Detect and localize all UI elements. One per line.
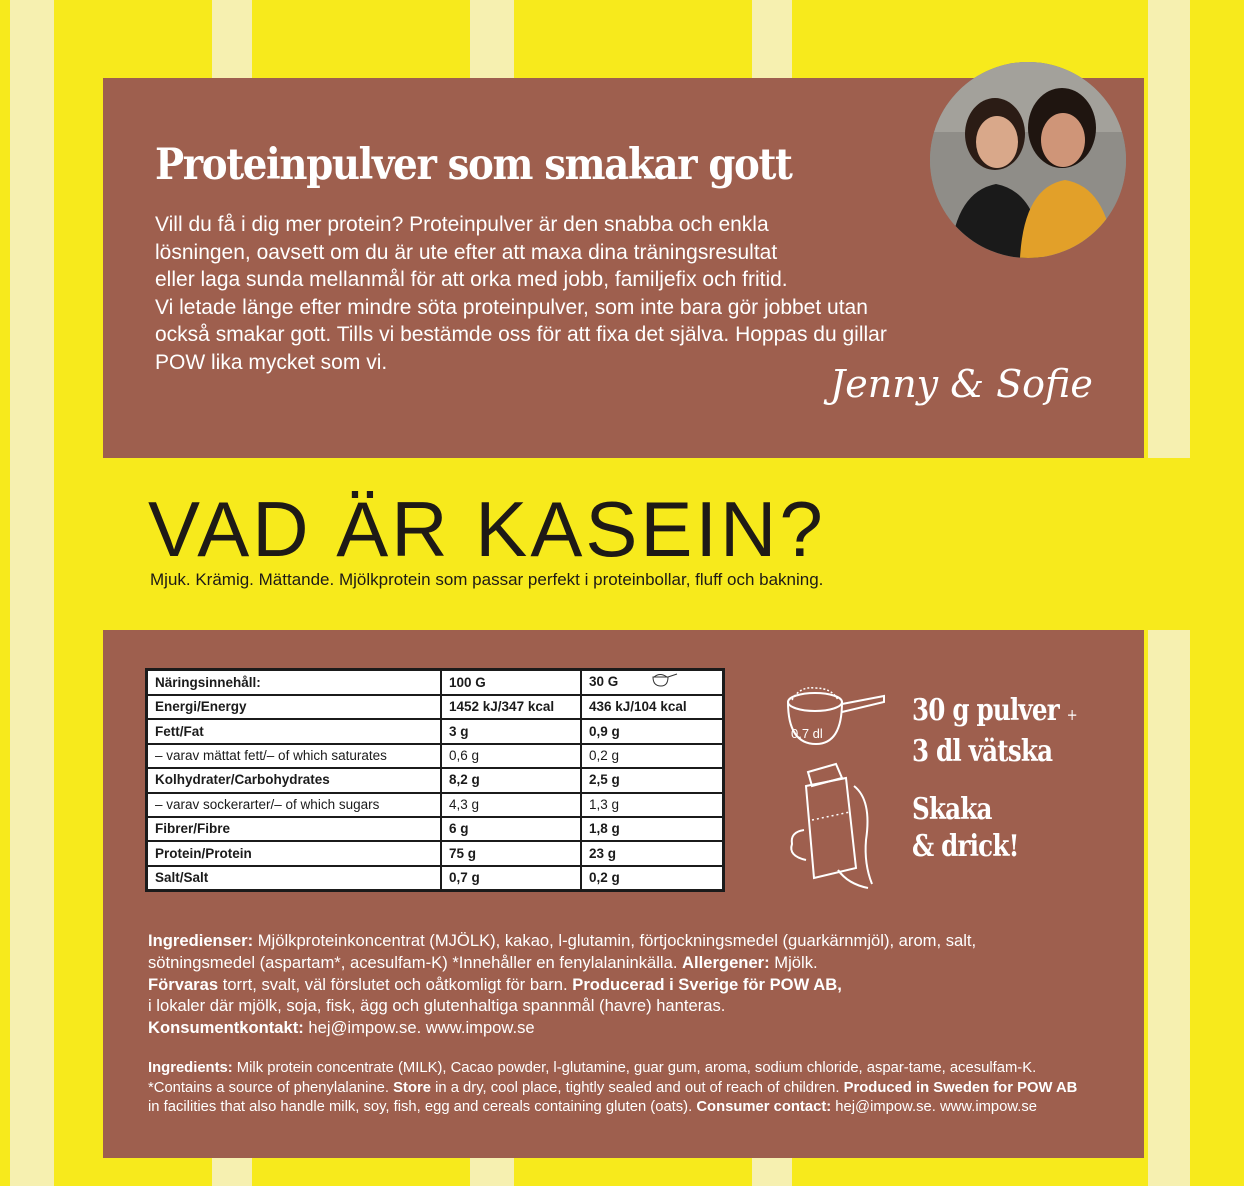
shake-instruction	[912, 791, 1019, 865]
nutrient-label: – varav mättat fett/– of which saturates	[147, 744, 442, 768]
intro-title: Proteinpulver som smakar gott	[155, 140, 792, 190]
table-row	[147, 841, 724, 865]
ingr-text: hej@impow.se. www.impow.se	[303, 1018, 535, 1038]
nutrient-value-100g: 1452 kJ/347 kcal	[441, 695, 581, 719]
nutrient-label: – varav sockerarter/– of which sugars	[147, 793, 442, 817]
ingr-text: Mjölk.	[769, 952, 818, 972]
nutrient-value-30g: 436 kJ/104 kcal	[581, 695, 724, 719]
founders-photo-icon	[930, 62, 1126, 258]
table-row	[147, 719, 724, 743]
nutrient-value-100g: 0,7 g	[441, 866, 581, 891]
ingr-text: torrt, svalt, väl förslutet och oåtkomligt för barn.	[218, 974, 573, 994]
measuring-scoop-icon	[780, 682, 890, 752]
nutrient-value-30g: 0,2 g	[581, 744, 724, 768]
nutrient-label: Energi/Energy	[147, 695, 442, 719]
nutrient-value-30g: 0,9 g	[581, 719, 724, 743]
nutrient-value-100g: 6 g	[441, 817, 581, 841]
nutrient-value-100g: 0,6 g	[441, 744, 581, 768]
scoop-volume-label: 0,7 dl	[791, 726, 823, 741]
nutrient-label: Fibrer/Fibre	[147, 817, 442, 841]
prep-plus: +	[1066, 705, 1077, 724]
ingr-key: Store	[393, 1079, 431, 1096]
nutrient-value-30g: 1,8 g	[581, 817, 724, 841]
table-row	[147, 744, 724, 768]
nutrient-label: Fett/Fat	[147, 719, 442, 743]
ingr-text: i lokaler där mjölk, soja, fisk, ägg och glutenhaltiga spannmål (havre) hanteras.	[148, 996, 726, 1016]
table-row	[147, 695, 724, 719]
kasein-subtitle: Mjuk. Krämig. Mättande. Mjölkprotein som passar perfekt i proteinbollar, fluff och bakning.	[150, 570, 824, 589]
ingr-key: Ingredienser:	[148, 931, 254, 950]
header-cell: 100 G	[441, 670, 581, 696]
kasein-title: VAD ÄR KASEIN?	[148, 485, 826, 573]
ingr-text: Mjölkproteinkoncentrat (MJÖLK), kakao, l-glutamin, förtjockningsmedel (guarkärnmjöl), arom, salt, sötningsmedel (aspartam*, acesulfam-K) *Innehåller en fenylalaninkälla.	[148, 931, 977, 972]
nutrient-value-30g: 0,2 g	[581, 866, 724, 891]
ingr-key: Allergener:	[682, 952, 770, 972]
nutrient-value-30g: 23 g	[581, 841, 724, 865]
shake-line-2: & drick!	[912, 829, 1019, 864]
ingr-key: Produced in Sweden for POW AB	[843, 1079, 1078, 1096]
ingr-text: Milk protein concentrate (MILK), Cacao powder, l-glutamine, guar gum, aroma, sodium chloride, aspar-tame, acesulfam-K. *Contains a source of phenylalanine.	[148, 1060, 1037, 1096]
prep-line-2: 3 dl vätska	[912, 734, 1053, 769]
nutrient-value-100g: 3 g	[441, 719, 581, 743]
prep-line-1: 30 g pulver	[912, 693, 1059, 728]
nutrient-label: Kolhydrater/Carbohydrates	[147, 768, 442, 792]
header-cell-label: 30 G	[589, 674, 619, 690]
table-row	[147, 768, 724, 792]
signature: Jenny & Sofie	[830, 362, 1093, 406]
background-stripe	[10, 0, 54, 1186]
shake-line-1: Skaka	[912, 792, 992, 827]
nutrient-value-100g: 4,3 g	[441, 793, 581, 817]
ingr-text: in a dry, cool place, tightly sealed and out of reach of children.	[430, 1079, 844, 1096]
nutrient-value-100g: 75 g	[441, 841, 581, 865]
ingredients-swedish	[148, 930, 1078, 1039]
shaker-hand-icon	[776, 760, 880, 890]
scoop-icon	[652, 671, 678, 694]
ingr-key: Ingredients:	[148, 1060, 233, 1076]
ingr-key: Producerad i Sverige för POW AB,	[572, 974, 842, 994]
ingr-text: in facilities that also handle milk, soy, fish, egg and cereals containing gluten (oats).	[148, 1099, 697, 1116]
nutrient-value-30g: 1,3 g	[581, 793, 724, 817]
nutrient-label: Salt/Salt	[147, 866, 442, 891]
ingr-key: Consumer contact:	[696, 1099, 832, 1116]
ingredients-english	[148, 1059, 1078, 1118]
nutrient-value-100g: 8,2 g	[441, 768, 581, 792]
prep-instruction	[912, 692, 1077, 770]
ingr-key: Konsumentkontakt:	[148, 1018, 304, 1038]
header-cell	[581, 670, 724, 696]
table-row	[147, 866, 724, 891]
intro-text: Vill du få i dig mer protein? Proteinpulver är den snabba och enkla lösningen, oavsett om du är ute efter att maxa dina träningsresultat eller laga sunda mellanmål för att orka med jobb, familjefix och fritid. Vi letade länge efter mindre söta proteinpulver, som inte bara gör jobbet utan också smakar gott. Tills vi bestämde oss för att fixa det själva. Hoppas du gillar POW lika mycket som vi.	[155, 213, 887, 374]
nutrition-table	[145, 668, 725, 892]
table-row	[147, 817, 724, 841]
table-header-row	[147, 670, 724, 696]
nutrient-label: Protein/Protein	[147, 841, 442, 865]
table-row	[147, 793, 724, 817]
nutrient-value-30g: 2,5 g	[581, 768, 724, 792]
ingr-text: hej@impow.se. www.impow.se	[831, 1099, 1037, 1116]
header-cell: Näringsinnehåll:	[147, 670, 442, 696]
ingr-key: Förvaras	[148, 974, 219, 994]
